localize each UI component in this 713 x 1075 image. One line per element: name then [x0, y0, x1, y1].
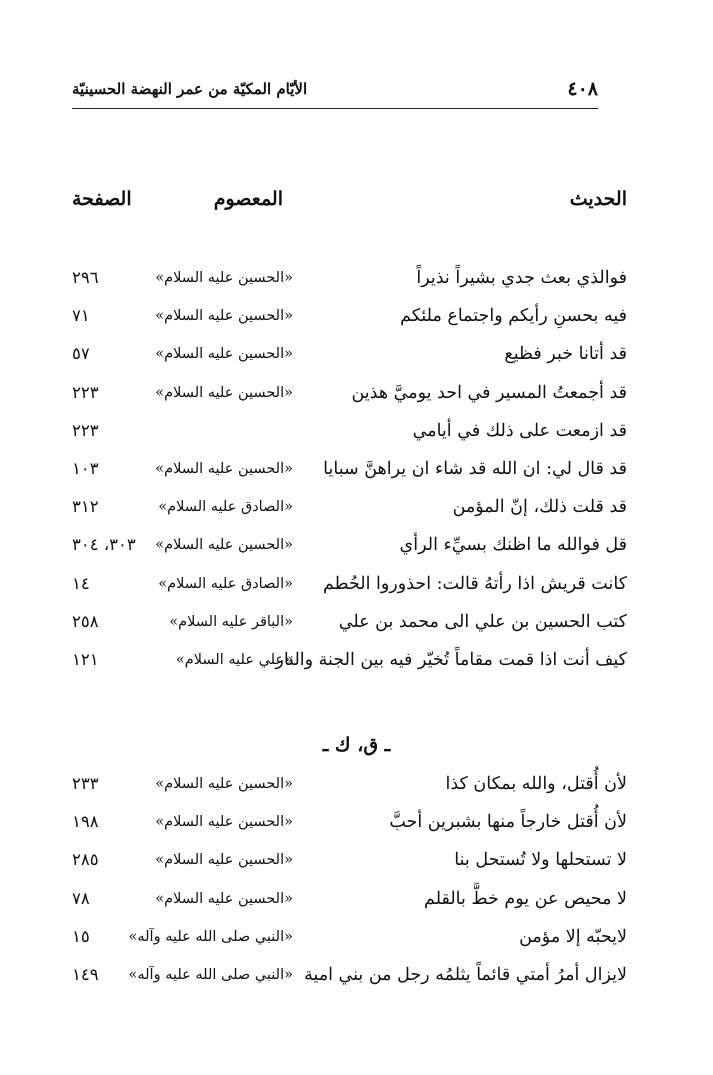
hadith-text: قد قال لي: ان الله قد شاء ان يراهنَّ سبايا [323, 458, 627, 479]
column-header-hadith: الحديث [569, 188, 627, 210]
list-item [0, 340, 713, 378]
list-item [0, 808, 713, 846]
masum-name: «الصادق عليه السلام» [158, 499, 293, 516]
list-item [0, 264, 713, 302]
page-ref: ٢٢٣ [72, 420, 99, 440]
list-item [0, 770, 713, 808]
hadith-text: فيه بحسنِ رأيكم واجتماع ملئكم [400, 306, 627, 327]
column-header-page: الصفحة [72, 188, 132, 210]
hadith-text: لا تستحلها ولا تُستحل بنا [454, 850, 627, 871]
masum-name: «الحسين عليه السلام» [155, 384, 293, 401]
list-item [0, 531, 713, 569]
page-number: ٤٠٨ [567, 78, 598, 100]
masum-name: «الحسين عليه السلام» [155, 460, 293, 477]
hadith-text: قد قلت ذلك، إنّ المؤمن [452, 497, 627, 518]
masum-name: «الحسين عليه السلام» [155, 890, 293, 907]
masum-name: «الحسين عليه السلام» [155, 537, 293, 554]
entries-list-2 [0, 770, 713, 999]
masum-name: «الحسين عليه السلام» [155, 270, 293, 286]
masum-name: «الحسين عليه السلام» [155, 308, 293, 325]
page-ref: ٣١٢ [72, 497, 99, 517]
hadith-text: كانت قريش اذا رأتهُ قالت: احذوروا الحُطم [322, 573, 627, 594]
masum-name: «الحسين عليه السلام» [155, 346, 293, 363]
page-ref: ٢٢٣ [72, 382, 99, 402]
page-ref: ١٢١ [72, 649, 99, 669]
masum-name: «الحسين عليه السلام» [155, 852, 293, 869]
hadith-text: كتب الحسين بن علي الى محمد بن علي [338, 611, 627, 632]
list-item [0, 302, 713, 340]
hadith-text: قد أتانا خبر فظيع [504, 344, 627, 365]
list-item [0, 608, 713, 646]
list-item [0, 885, 713, 923]
page-ref: ٧١ [72, 306, 90, 326]
page-ref: ٢٨٥ [72, 850, 99, 870]
masum-name: «النبي صلى الله عليه وآله» [128, 928, 293, 945]
list-item [0, 923, 713, 961]
masum-name: «الحسين عليه السلام» [155, 814, 293, 831]
hadith-text: قل فوالله ما اظنك بسيِّء الرأي [399, 535, 627, 556]
page-ref: ١٤٩ [72, 964, 99, 984]
hadith-text: لأن أُقتل، والله بمكان كذا [445, 774, 627, 794]
hadith-text: قد ازمعت على ذلك في أيامي [412, 420, 627, 441]
list-item [0, 846, 713, 884]
hadith-text: قد أجمعتُ المسير في احد يوميَّ هذين [351, 382, 627, 403]
hadith-text: كيف أنت اذا قمت مقاماً تُخيّر فيه بين الجنة والنار [275, 649, 627, 670]
entries-list [0, 264, 713, 684]
page-ref: ٢٣٣ [72, 774, 99, 793]
hadith-text: لأن أُقتل خارجاً منها بشبرين أحبَّ [389, 812, 627, 833]
hadith-text: لايزال أمرُ أمتي قائماً يثلمُه رجل من بني امية [304, 964, 627, 985]
list-item [0, 570, 713, 608]
hadith-text: لا محيص عن يوم خطَّ بالقلم [424, 888, 627, 909]
page-ref: ١٩٨ [72, 812, 99, 832]
column-header-masum: المعصوم [213, 188, 283, 210]
page-ref: ١٠٣ [72, 458, 99, 478]
masum-name: «علي عليه السلام» [175, 651, 293, 668]
list-item [0, 493, 713, 531]
masum-name: «الصادق عليه السلام» [158, 575, 293, 592]
masum-name: «الحسين عليه السلام» [155, 776, 293, 792]
page-ref: ١٥ [72, 926, 90, 946]
list-item [0, 379, 713, 417]
page-ref: ٣٠٣، ٣٠٤ [72, 535, 136, 555]
running-title: الأيّام المكيّة من عمر النهضة الحسينيّة [72, 80, 308, 98]
page-ref: ٥٧ [72, 344, 90, 364]
page-ref: ٧٨ [72, 888, 90, 908]
list-item [0, 646, 713, 684]
hadith-text: فوالذي بعث جدي بشيراً نذيراً [416, 268, 627, 288]
section-heading: ـ ق، ك ـ [322, 734, 391, 756]
list-item [0, 961, 713, 999]
page-ref: ١٤ [72, 573, 90, 593]
list-item [0, 417, 713, 455]
page-header [72, 72, 598, 109]
masum-name: «النبي صلى الله عليه وآله» [128, 966, 293, 983]
hadith-text: لايحبّه إلا مؤمن [519, 926, 627, 947]
page-ref: ٢٥٨ [72, 611, 99, 631]
page-ref: ٢٩٦ [72, 268, 99, 287]
list-item [0, 455, 713, 493]
masum-name: «الباقر عليه السلام» [169, 613, 293, 630]
